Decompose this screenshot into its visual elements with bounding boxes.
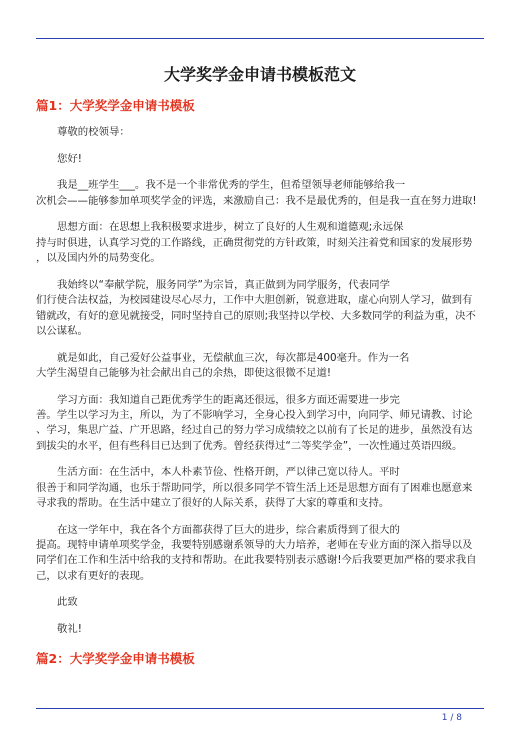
greeting xyxy=(36,152,486,167)
text-line: 、学习，集思广益、广开思路，经过自己的努力学习成绩较之以前有了长足的进步，虽然没有达 xyxy=(36,424,473,437)
paragraph-life xyxy=(36,465,486,511)
text-line: 善。学生以学习为主，所以，为了不影响学习，全身心投入到学习中，向同学、师兄请教、讨论 xyxy=(36,408,473,421)
text-line: 提高。现特申请单项奖学金，我要特别感谢系领导的大力培养，老师在专业方面的深入指导以及 xyxy=(36,539,473,551)
text-line: 我始终以“奉献学院，服务同学”为宗旨，真正做到为同学服务，代表同学 xyxy=(57,278,390,291)
text-line: 同学们在工作和生活中给我的支持和帮助。在此我要特别表示感谢!今后我要更加严格的要求我自 xyxy=(36,554,477,567)
salutation xyxy=(36,125,486,140)
paragraph-summary xyxy=(36,523,486,585)
text-line: 在这一学年中，我在各个方面都获得了巨大的进步，综合素质得到了很大的 xyxy=(57,523,400,536)
text-line: 敬礼! xyxy=(57,622,82,635)
text-line: 生活方面：在生活中，本人朴素节俭、性格开朗，严以律己宽以待人。平时 xyxy=(57,466,400,479)
paragraph-study xyxy=(36,393,486,455)
text-line: 持与时俱进，认真学习党的工作路线，正确贯彻党的方针政策，时刻关注着党和国家的发展形势 xyxy=(36,236,473,249)
text-line: 以公谋私。 xyxy=(36,324,88,337)
section-heading-1: 篇1：大学奖学金申请书模板 xyxy=(36,98,195,113)
text-line: 就是如此，自己爱好公益事业，无偿献血三次，每次都是400毫升。作为一名 xyxy=(57,351,410,364)
text-line: 到拔尖的水平，但有些科目已达到了优秀。曾经获得过“二等奖学金”，一次性通过英语四级。 xyxy=(36,439,463,452)
text-line: 错就改，有好的意见就接受，同时坚持自己的原则;我坚持以学校、大多数同学的利益为重，决不 xyxy=(36,309,476,322)
text-line: 很善于和同学沟通，也乐于帮助同学，所以很多同学不管生活上还是思想方面有了困难也愿意来 xyxy=(36,481,473,494)
text-line: 我是__班学生___。我不是一个非常优秀的学生，但希望领导老师能够给我一 xyxy=(57,179,406,192)
text-line: 尊敬的校领导： xyxy=(57,126,130,139)
text-line: ，以及国内外的局势变化。 xyxy=(36,252,161,265)
paragraph-intro xyxy=(36,178,486,209)
text-line: 您好! xyxy=(57,152,82,165)
text-line: 次机会——能够参加单项奖学金的评选，来激励自己：我不是最优秀的，但是我一直在努力进取! xyxy=(36,194,477,207)
header-rule xyxy=(36,38,484,39)
letter-body xyxy=(36,125,486,637)
text-line: 思想方面：在思想上我积极要求进步，树立了良好的人生观和道德观;永远保 xyxy=(57,221,404,234)
paragraph-charity xyxy=(36,351,486,382)
sign-off xyxy=(36,622,486,637)
closing xyxy=(36,595,486,610)
page-number: 1 / 8 xyxy=(441,713,462,723)
document-title: 大学奖学金申请书模板范文 xyxy=(163,65,356,84)
paragraph-thought xyxy=(36,220,486,266)
text-line: 此致 xyxy=(57,596,78,609)
footer-rule xyxy=(36,708,484,709)
text-line: 们行使合法权益，为校园建设尽心尽力，工作中大胆创新，锐意进取，虚心向别人学习，做到有 xyxy=(36,294,473,307)
text-line: 学习方面：我知道自己距优秀学生的距离还很远，很多方面还需要进一步完 xyxy=(57,393,400,406)
text-line: 寻求我的帮助。在生活中建立了很好的人际关系，获得了大家的尊重和支持。 xyxy=(36,497,390,510)
paragraph-service xyxy=(36,278,486,340)
text-line: 己，以求有更好的表现。 xyxy=(36,569,151,582)
section-heading-2: 篇2：大学奖学金申请书模板 xyxy=(36,651,195,666)
text-line: 大学生渴望自己能够为社会献出自己的余热，即使这很微不足道! xyxy=(36,366,332,379)
